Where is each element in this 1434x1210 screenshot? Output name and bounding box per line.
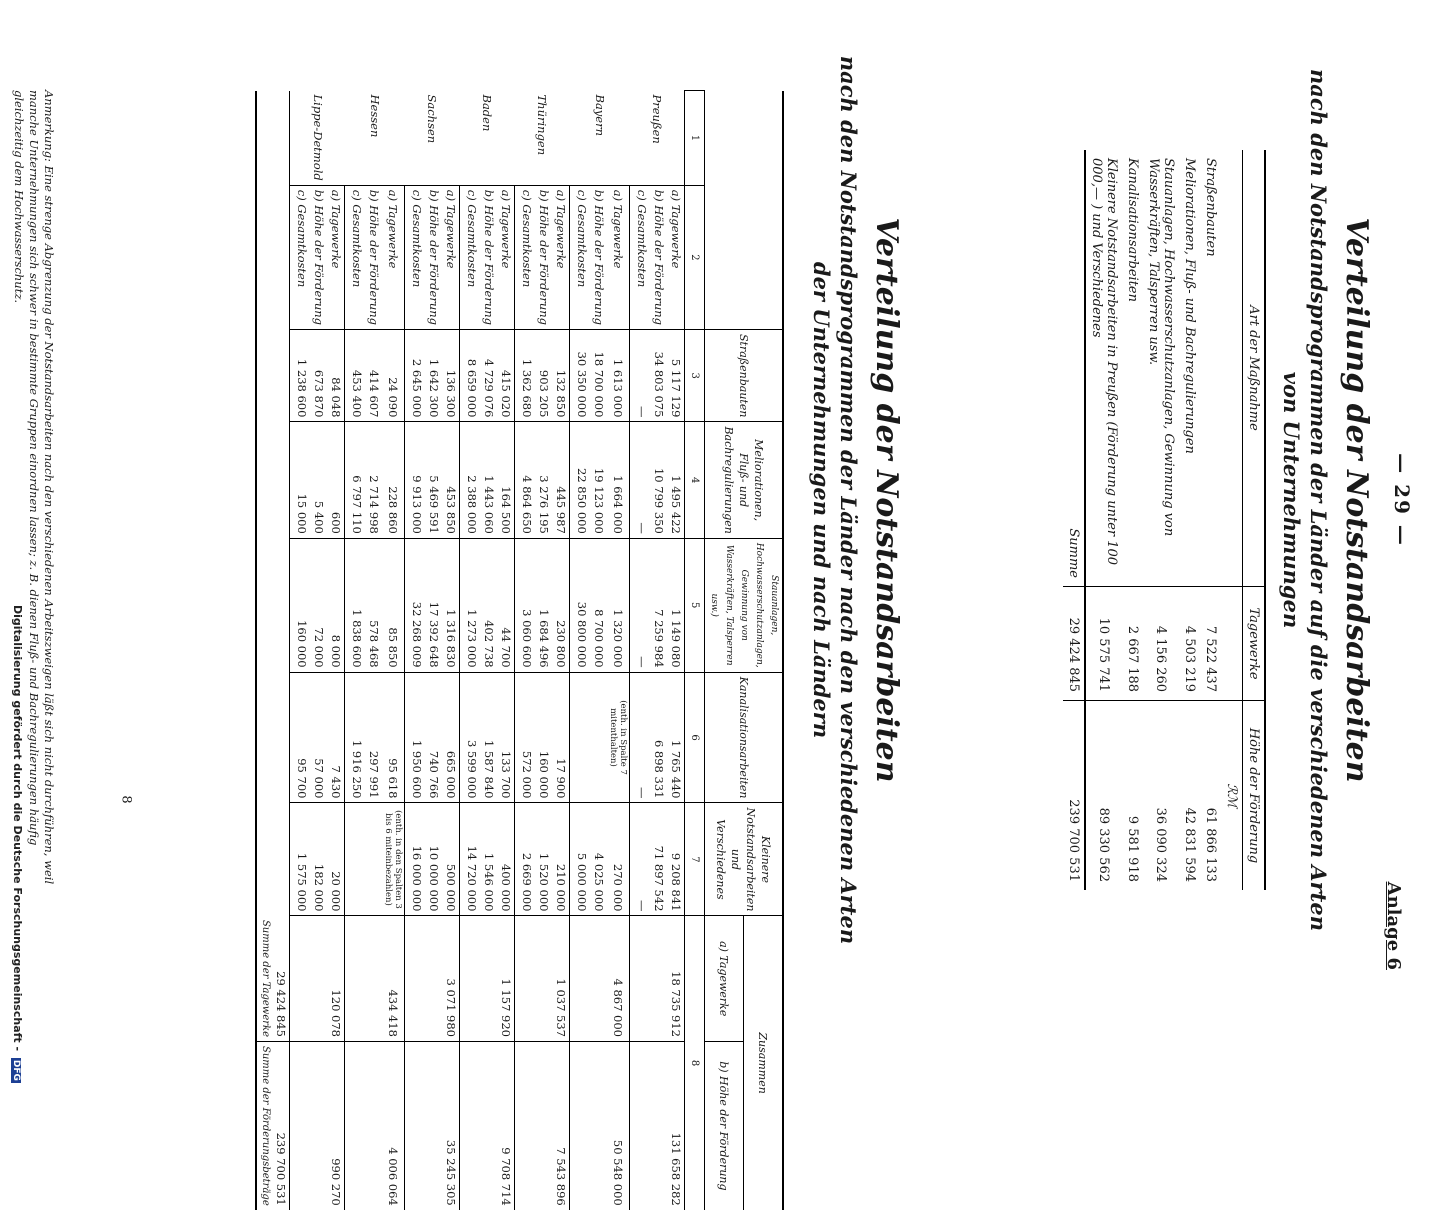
zusammen-tagewerke: 3 071 980 <box>442 916 460 1042</box>
header-kleinere: Kleinere Notstandsarbeiten und Verschiedenes <box>705 803 784 916</box>
value-cell: 1 320 000 <box>607 538 630 672</box>
value-cell: 1 838 600 <box>345 538 366 672</box>
value-cell: (enth. in Spalte 7 mitenthalten) <box>607 672 630 803</box>
value-cell: 8 700 000 <box>590 538 607 672</box>
value-cell <box>570 672 591 803</box>
header-tagewerke: Tagewerke <box>1243 587 1266 701</box>
zusammen-foerderung <box>460 1042 481 1210</box>
value-cell: 71 897 542 <box>650 803 667 916</box>
zusammen-foerderung <box>535 1042 552 1210</box>
summary-cell-label: Stauanlagen, Hochwasserschutzanlagen, Gewinnung von Wasserkräften, Talsperren usw. <box>1146 158 1176 537</box>
detail-row <box>327 91 345 1210</box>
header-kanalisation: Kanalisationsarbeiten <box>705 672 784 803</box>
zusammen-foerderung <box>570 1042 591 1210</box>
value-cell: 164 500 <box>497 422 515 538</box>
value-cell: 1 765 440 <box>667 672 685 803</box>
value-cell: 230 800 <box>552 538 570 672</box>
detail-row <box>425 91 442 1210</box>
detail-row <box>290 91 311 1210</box>
value-cell: 1 238 600 <box>290 330 311 422</box>
value-cell: 297 991 <box>365 672 382 803</box>
summary-cell-label: Kleinere Notstandsarbeiten in Preußen (Förderung unter 100 000,— ) und Verschiedenes <box>1085 150 1122 587</box>
zusammen-foerderung: 131 658 282 <box>669 1132 683 1206</box>
value-cell: 415 020 <box>497 330 515 422</box>
zusammen-foerderung: 990 270 <box>329 1158 343 1206</box>
detail-row <box>460 91 481 1210</box>
value-cell: 1 642 300 <box>425 330 442 422</box>
zusammen-tagewerke: 1 157 920 <box>497 916 515 1042</box>
total-foerderung <box>256 1042 290 1210</box>
value-cell: 10 000 000 <box>425 803 442 916</box>
zusammen-foerderung <box>365 1042 382 1210</box>
summary-cell-tagewerke: 4 156 260 <box>1143 587 1179 701</box>
row-item-label: b) Höhe der Förderung <box>365 185 382 329</box>
zusammen-foerderung <box>425 1042 442 1210</box>
section1-title: Verteilung der Notstandsarbeiten <box>1339 217 1374 783</box>
value-cell <box>365 803 382 916</box>
value-cell: 8 000 <box>327 538 345 672</box>
land-name: Thüringen <box>515 91 570 186</box>
colnum-5: 5 <box>685 538 705 672</box>
section2-subtitle-line1: nach den Notstandsprogrammen der Länder nach den verschiedenen Arten <box>836 55 861 945</box>
summary-table-body <box>1063 150 1243 890</box>
value-cell: 210 000 <box>552 803 570 916</box>
value-cell: 903 205 <box>535 330 552 422</box>
value-cell: 1 316 830 <box>442 538 460 672</box>
row-item-label: c) Gesamtkosten <box>515 185 536 329</box>
land-name: Bayern <box>570 91 630 186</box>
value-cell: 95 700 <box>290 672 311 803</box>
zusammen-tagewerke <box>570 916 591 1042</box>
summary-cell-label: Kanalisationsarbeiten <box>1125 158 1140 303</box>
detail-total-row <box>256 91 290 1210</box>
land-name: Sachsen <box>405 91 460 186</box>
summary-cell-foerderung: 42 831 594 <box>1179 701 1200 890</box>
detail-row <box>405 91 426 1210</box>
row-item-label: c) Gesamtkosten <box>290 185 311 329</box>
value-cell <box>590 672 607 803</box>
dfg-logo: DFG <box>11 1059 21 1081</box>
footnote: Anmerkung: Eine strenge Abgrenzung der Notstandsarbeiten nach den verschiedenen Arbeitszweigen läßt sich nicht durchführen, weil manche Unternehmungen sich schwer in bestimmte Gruppen einordnen lassen; z. B. dienen Fluß- und Bachregulierungen häufig gleichzeitig dem Hochwasserschutz. <box>12 90 56 885</box>
summary-cell-foerderung: 9 581 918 <box>1122 701 1143 890</box>
zusammen-tagewerke: 120 078 <box>327 916 345 1042</box>
corner-page-number: 8 <box>118 795 134 804</box>
value-cell: 15 000 <box>290 422 311 538</box>
value-cell: 133 700 <box>497 672 515 803</box>
value-cell: 34 803 075 <box>650 330 667 422</box>
value-cell: 500 000 <box>442 803 460 916</box>
value-cell: 740 766 <box>425 672 442 803</box>
summary-cell-tagewerke: 10 575 741 <box>1085 587 1122 701</box>
summary-cell-foerderung: 89 330 562 <box>1085 701 1122 890</box>
value-cell: 1 362 680 <box>515 330 536 422</box>
value-cell: 572 000 <box>515 672 536 803</box>
value-cell: 72 000 <box>310 538 327 672</box>
detail-row <box>590 91 607 1210</box>
zusammen-foerderung <box>290 1042 311 1210</box>
zusammen-tagewerke <box>535 916 552 1042</box>
value-cell: 1 273 000 <box>460 538 481 672</box>
value-cell: 2 714 998 <box>365 422 382 538</box>
digitization-footer: Digitalisierung gefördert durch die Deutsche Forschungsgemeinschaft - DFG <box>11 605 24 1081</box>
zusammen-tagewerke <box>425 916 442 1042</box>
colnum-2: 2 <box>685 185 705 329</box>
summary-row <box>1122 150 1143 890</box>
total-tagewerke-value: 29 424 845 <box>274 971 288 1037</box>
value-cell <box>345 803 366 916</box>
value-cell: — <box>630 672 651 803</box>
colnum-3: 3 <box>685 330 705 422</box>
page-number: — 29 — <box>1390 453 1414 547</box>
header-foerderung <box>1243 701 1266 890</box>
colnum-7: 7 <box>685 803 705 916</box>
zusammen-tagewerke: 1 037 537 <box>552 916 570 1042</box>
value-cell: 1 443 060 <box>480 422 497 538</box>
value-cell: 578 468 <box>365 538 382 672</box>
value-cell: 84 048 <box>327 330 345 422</box>
zusammen-foerderung <box>405 1042 426 1210</box>
value-cell: 18 700 000 <box>590 330 607 422</box>
detail-row <box>310 91 327 1210</box>
summary-table <box>1063 150 1266 890</box>
total-foerderung-label: Summe der Förderungsbeträge <box>260 1046 271 1206</box>
summary-cell-tagewerke: 2 667 188 <box>1122 587 1143 701</box>
value-cell: 1 575 000 <box>290 803 311 916</box>
value-cell: 453 850 <box>442 422 460 538</box>
value-cell: 3 276 195 <box>535 422 552 538</box>
value-cell: 30 350 000 <box>570 330 591 422</box>
summary-row <box>1200 150 1221 890</box>
summary-cell-foerderung: 61 866 133 <box>1200 701 1221 890</box>
zusammen-foerderung: 35 245 305 <box>444 1139 458 1206</box>
value-cell: 5 000 000 <box>570 803 591 916</box>
row-item-label: c) Gesamtkosten <box>345 185 366 329</box>
summary-cell-foerderung: 36 090 324 <box>1143 701 1179 890</box>
row-item-label: a) Tagewerke <box>497 185 515 329</box>
value-cell: 30 800 000 <box>570 538 591 672</box>
zusammen-tagewerke <box>310 916 327 1042</box>
value-cell: 1 916 250 <box>345 672 366 803</box>
total-foerderung-value: 239 700 531 <box>274 1132 288 1206</box>
colnum-4: 4 <box>685 422 705 538</box>
zusammen-foerderung: 50 548 000 <box>611 1139 626 1206</box>
value-cell: 22 850 000 <box>570 422 591 538</box>
appendix-label: Anlage 6 <box>1383 881 1404 970</box>
row-item-label: a) Tagewerke <box>442 185 460 329</box>
zusammen-foerderung: 7 543 896 <box>554 1147 568 1206</box>
detail-row <box>480 91 497 1210</box>
value-cell: 1 950 600 <box>405 672 426 803</box>
row-item-label: b) Höhe der Förderung <box>480 185 497 329</box>
detail-row <box>607 91 630 1210</box>
row-item-label: a) Tagewerke <box>327 185 345 329</box>
detail-row <box>497 91 515 1210</box>
summary-cell-label: Straßenbauten <box>1203 158 1218 257</box>
zusammen-tagewerke <box>590 916 607 1042</box>
value-cell: 44 700 <box>497 538 515 672</box>
value-cell: 600 <box>327 422 345 538</box>
detail-row <box>442 91 460 1210</box>
zusammen-foerderung <box>345 1042 366 1210</box>
row-item-label: b) Höhe der Förderung <box>590 185 607 329</box>
detail-row <box>570 91 591 1210</box>
colnum-8: 8 <box>685 916 705 1210</box>
header-zusammen: Zusammen <box>743 916 783 1210</box>
section2-title: Verteilung der Notstandsarbeiten <box>869 217 904 783</box>
section1-subtitle <box>1278 0 1332 1000</box>
value-cell: — <box>630 422 651 538</box>
zusammen-foerderung <box>515 1042 536 1210</box>
colnum-6: 6 <box>685 672 705 803</box>
zusammen-tagewerke <box>345 916 366 1042</box>
value-cell: 132 850 <box>552 330 570 422</box>
value-cell: 5 117 129 <box>667 330 685 422</box>
value-cell: 182 000 <box>310 803 327 916</box>
zusammen-tagewerke: 4 867 000 <box>607 916 630 1042</box>
detail-row <box>515 91 536 1210</box>
summary-row <box>1085 150 1122 890</box>
detail-table-body <box>256 91 685 1210</box>
detail-row <box>365 91 382 1210</box>
detail-row <box>552 91 570 1210</box>
section1-subtitle-line1: nach den Notstandsprogrammen der Länder auf die verschiedenen Arten <box>1306 69 1331 931</box>
value-cell: 2 645 000 <box>405 330 426 422</box>
zusammen-tagewerke <box>515 916 536 1042</box>
zusammen-foerderung <box>590 1042 607 1210</box>
value-cell: 5 469 591 <box>425 422 442 538</box>
zusammen-foerderung <box>480 1042 497 1210</box>
value-cell: 24 090 <box>382 330 405 422</box>
value-cell: 17 392 648 <box>425 538 442 672</box>
row-item-label: c) Gesamtkosten <box>570 185 591 329</box>
row-item-label: c) Gesamtkosten <box>405 185 426 329</box>
summary-row <box>1179 150 1200 890</box>
value-cell: 1 149 080 <box>667 538 685 672</box>
value-cell: 665 000 <box>442 672 460 803</box>
zusammen-tagewerke <box>405 916 426 1042</box>
value-cell: 16 000 000 <box>405 803 426 916</box>
row-item-label: a) Tagewerke <box>607 185 630 329</box>
summary-sum-row <box>1063 150 1085 890</box>
value-cell: 10 799 350 <box>650 422 667 538</box>
detail-row <box>382 91 405 1210</box>
value-cell: — <box>630 330 651 422</box>
summary-sum-tagewerke: 29 424 845 <box>1063 587 1085 701</box>
row-item-label: c) Gesamtkosten <box>460 185 481 329</box>
zusammen-foerderung <box>310 1042 327 1210</box>
value-cell: 6 898 331 <box>650 672 667 803</box>
value-cell: 4 729 076 <box>480 330 497 422</box>
value-cell: 1 587 840 <box>480 672 497 803</box>
header-stauanlagen: Stauanlagen, Hochwasserschutzanlagen, Gewinnung von Wasserkräften, Talsperren usw.) <box>705 538 784 672</box>
total-spacer <box>256 91 290 916</box>
value-cell: 4 025 000 <box>590 803 607 916</box>
zusammen-foerderung: 4 006 064 <box>386 1147 401 1206</box>
detail-row <box>630 91 651 1210</box>
value-cell: 1 613 000 <box>607 330 630 422</box>
header-meliorationen: Meliorationen, Fluß- und Bachregulierungen <box>705 422 784 538</box>
total-tagewerke <box>256 916 290 1042</box>
value-cell: 2 388 000 <box>460 422 481 538</box>
zusammen-tagewerke <box>365 916 382 1042</box>
value-cell: 20 000 <box>327 803 345 916</box>
land-name: Preußen <box>630 91 685 186</box>
value-cell: — <box>630 803 651 916</box>
value-cell: 19 123 000 <box>590 422 607 538</box>
value-cell: 3 599 000 <box>460 672 481 803</box>
value-cell: 136 300 <box>442 330 460 422</box>
value-cell: 8 659 000 <box>460 330 481 422</box>
row-item-label: b) Höhe der Förderung <box>650 185 667 329</box>
zusammen-tagewerke <box>630 916 651 1042</box>
land-name: Lippe-Detmold <box>290 91 345 186</box>
unit-label: ℛℳ <box>1221 701 1243 890</box>
detail-row <box>667 91 685 1210</box>
value-cell: 673 870 <box>310 330 327 422</box>
value-cell: 9 208 841 <box>667 803 685 916</box>
value-cell: 160 000 <box>535 672 552 803</box>
header-strassenbauten: Straßenbauten <box>705 330 784 422</box>
zusammen-tagewerke: 434 418 <box>382 916 405 1042</box>
value-cell: 160 000 <box>290 538 311 672</box>
header-zus-tagewerke: a) Tagewerke <box>705 916 744 1042</box>
value-cell: 5 400 <box>310 422 327 538</box>
value-cell: 14 720 000 <box>460 803 481 916</box>
value-cell: 3 060 600 <box>515 538 536 672</box>
summary-sum-foerderung: 239 700 531 <box>1063 701 1085 890</box>
summary-cell-tagewerke: 4 503 219 <box>1179 587 1200 701</box>
section2-subtitle-line2: der Unternehmungen und nach Ländern <box>809 261 834 739</box>
land-name: Hessen <box>345 91 405 186</box>
zusammen-foerderung <box>630 1042 651 1210</box>
row-item-label: b) Höhe der Förderung <box>425 185 442 329</box>
header-foerderung-label: Höhe der Förderung <box>1246 727 1261 864</box>
land-name: Baden <box>460 91 515 186</box>
value-cell: 228 860 <box>382 422 405 538</box>
row-item-label: a) Tagewerke <box>382 185 405 329</box>
value-cell: 1 684 496 <box>535 538 552 672</box>
summary-row <box>1143 150 1179 890</box>
row-item-label: b) Höhe der Förderung <box>535 185 552 329</box>
value-cell: 2 669 000 <box>515 803 536 916</box>
value-cell: 1 546 000 <box>480 803 497 916</box>
header-art: Art der Maßnahme <box>1243 150 1266 587</box>
value-cell: 400 000 <box>497 803 515 916</box>
summary-sum-label: Summe <box>1066 528 1081 578</box>
value-cell: 1 520 000 <box>535 803 552 916</box>
value-cell: 4 864 650 <box>515 422 536 538</box>
summary-cell-tagewerke: 7 522 437 <box>1200 587 1221 701</box>
colnum-1: 1 <box>685 91 705 186</box>
value-cell: — <box>630 538 651 672</box>
value-cell: 32 268 009 <box>405 538 426 672</box>
zusammen-foerderung: 9 708 714 <box>499 1147 513 1206</box>
total-tagewerke-label: Summe der Tagewerke <box>260 919 271 1037</box>
row-item-label: a) Tagewerke <box>552 185 570 329</box>
section2-subtitle <box>808 0 862 1000</box>
value-cell: 7 259 984 <box>650 538 667 672</box>
value-cell: 402 738 <box>480 538 497 672</box>
value-cell: 453 400 <box>345 330 366 422</box>
value-cell: 1 495 422 <box>667 422 685 538</box>
header-zus-foerderung: b) Höhe der Förderung <box>705 1042 744 1210</box>
detail-row <box>345 91 366 1210</box>
zusammen-tagewerke <box>460 916 481 1042</box>
value-cell: 85 850 <box>382 538 405 672</box>
value-cell: 9 913 000 <box>405 422 426 538</box>
zusammen-tagewerke <box>290 916 311 1042</box>
value-cell: 445 987 <box>552 422 570 538</box>
value-cell: 1 664 000 <box>607 422 630 538</box>
value-cell: 7 430 <box>327 672 345 803</box>
zusammen-tagewerke <box>650 916 667 1042</box>
zusammen-foerderung <box>650 1042 667 1210</box>
row-item-label: a) Tagewerke <box>667 185 685 329</box>
value-cell: 17 900 <box>552 672 570 803</box>
value-cell: 414 607 <box>365 330 382 422</box>
value-cell: 270 000 <box>607 803 630 916</box>
row-item-label: c) Gesamtkosten <box>630 185 651 329</box>
detail-row <box>535 91 552 1210</box>
value-cell: 95 618 <box>382 672 405 803</box>
zusammen-tagewerke <box>480 916 497 1042</box>
footer-text: Digitalisierung gefördert durch die Deutsche Forschungsgemeinschaft <box>11 605 24 1043</box>
value-cell: 6 797 110 <box>345 422 366 538</box>
zusammen-tagewerke: 18 735 912 <box>667 916 685 1042</box>
header-land <box>705 91 784 330</box>
summary-cell-label: Meliorationen, Fluß- und Bachregulierungen <box>1182 158 1197 454</box>
row-item-label: b) Höhe der Förderung <box>310 185 327 329</box>
section1-subtitle-line2: von Unternehmungen <box>1279 371 1304 629</box>
detail-row <box>650 91 667 1210</box>
value-cell: 57 000 <box>310 672 327 803</box>
value-cell: (enth. in den Spalten 3 bis 6 miteinbezahlen) <box>382 803 405 916</box>
detail-table <box>255 90 784 1210</box>
